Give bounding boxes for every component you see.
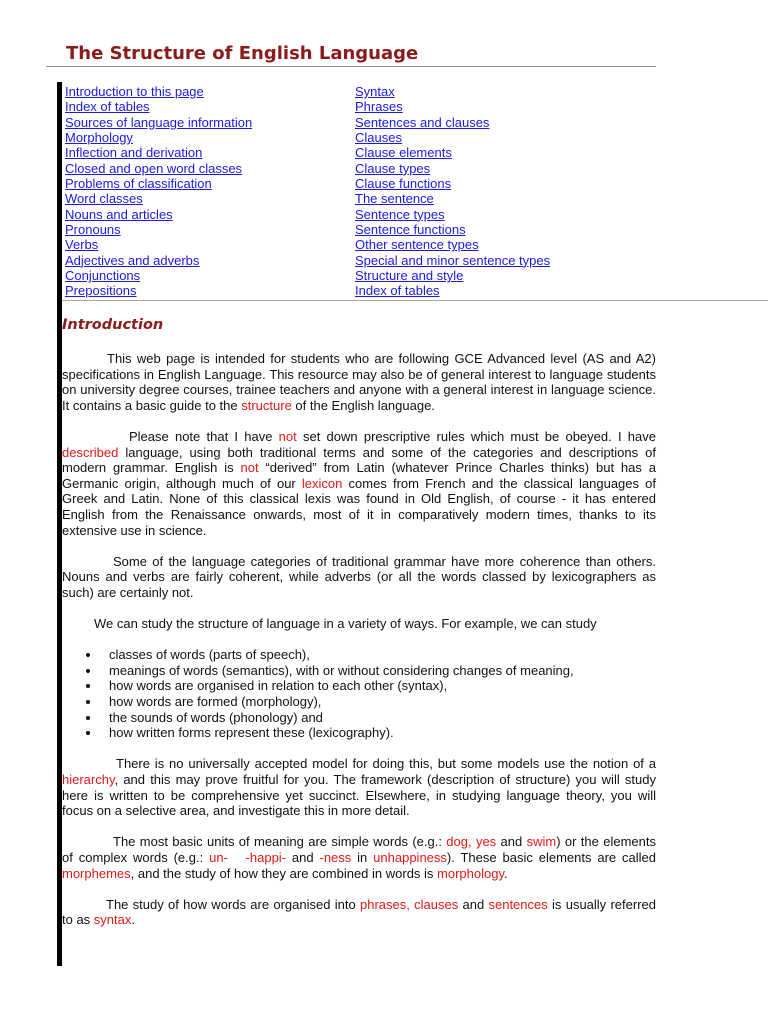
- toc-link-adjectives-and-adverbs[interactable]: Adjectives and adverbs: [65, 252, 200, 268]
- toc-link-other-sentence-types[interactable]: Other sentence types: [355, 237, 479, 253]
- paragraph-6: [62, 834, 656, 881]
- toc-link-structure-and-style[interactable]: Structure and style: [355, 268, 464, 284]
- bullet-icon: [86, 653, 90, 657]
- paragraph-2: [62, 429, 656, 538]
- keyword-morphology: morphology: [437, 865, 504, 881]
- toc-link-the-sentence[interactable]: The sentence: [355, 191, 434, 207]
- toc-divider: [62, 300, 768, 301]
- list-item: [62, 710, 656, 726]
- toc-link-clause-elements[interactable]: Clause elements: [355, 145, 452, 161]
- text: and: [286, 850, 320, 865]
- text: in: [351, 850, 374, 865]
- text: Please note that I have: [129, 428, 279, 444]
- text: comes from French and the classical languages of Greek and Latin. None of this classical lexis was found in Old English, of course - it has entered English from the Renaissance onwards, most of it in comparatively modern times, thanks to its extensive use in science.: [62, 475, 657, 538]
- text: and: [458, 896, 489, 912]
- toc-link-sentences-and-clauses[interactable]: Sentences and clauses: [355, 114, 490, 130]
- section-heading-introduction: Introduction: [62, 317, 164, 333]
- toc-link-clauses[interactable]: Clauses: [355, 130, 402, 146]
- toc-link-index-of-tables[interactable]: Index of tables: [355, 283, 440, 299]
- text: language, using both traditional terms and some of the categories and descriptions of modern grammar. English is: [62, 444, 656, 476]
- keyword-swim: swim: [526, 834, 557, 850]
- paragraph-7: [62, 897, 656, 928]
- list-item: [62, 663, 656, 679]
- keyword-lexicon: lexicon: [301, 475, 343, 491]
- list-item-text: classes of words (parts of speech),: [109, 647, 310, 663]
- list-item: [62, 725, 656, 741]
- toc-link-conjunctions[interactable]: Conjunctions: [65, 268, 141, 284]
- text: set down prescriptive rules which must be obeyed. I have: [296, 428, 656, 444]
- text: and: [496, 834, 527, 850]
- keyword-hierarchy: hierarchy: [62, 772, 115, 788]
- text: .: [131, 912, 135, 928]
- bullet-icon: [86, 731, 90, 735]
- bullet-icon: [86, 669, 90, 673]
- text: ) or the elements of complex words (e.g.:: [62, 834, 656, 865]
- keyword-structure: structure: [241, 397, 292, 413]
- toc-link-syntax[interactable]: Syntax: [355, 84, 395, 99]
- keyword-morphemes: morphemes: [62, 865, 131, 881]
- keyword-not: not: [278, 428, 297, 444]
- introduction-body: [62, 351, 656, 928]
- toc-link-prepositions[interactable]: Prepositions: [65, 283, 137, 299]
- paragraph-1: [62, 351, 656, 413]
- bullet-icon: [86, 700, 90, 704]
- list-item: [62, 647, 656, 663]
- text: The study of how words are organised into: [106, 896, 360, 912]
- bullet-icon: [86, 684, 90, 688]
- study-areas-list: [62, 647, 656, 741]
- title-divider: [46, 66, 656, 67]
- toc-right-column: [355, 84, 550, 299]
- text: is usually referred to as: [62, 896, 656, 928]
- text: “derived” from Latin (whatever Prince Charles thinks) but has a Germanic origin, although much of our: [62, 460, 656, 491]
- keyword-syntax: syntax: [93, 912, 132, 928]
- toc-link-clause-types[interactable]: Clause types: [355, 160, 431, 176]
- text: , and this may prove fruitful for you. The framework (description of structure) you will study here is written to be comprehensive yet succinct. Elsewhere, in studying language theory, you will focus on a selective area, and investigate this in more detail.: [62, 772, 656, 819]
- text: We can study the structure of language in a variety of ways. For example, we can study: [94, 616, 597, 632]
- paragraph-5: [62, 756, 656, 818]
- list-item-text: the sounds of words (phonology) and: [109, 709, 323, 725]
- toc-link-special-and-minor-sentence-types[interactable]: Special and minor sentence types: [355, 252, 551, 268]
- text: Some of the language categories of traditional grammar have more coherence than others. Nouns and verbs are fairly coherent, while adverbs (or all the words classed by lexicographers as such) are certainly not.: [62, 553, 656, 600]
- text: The most basic units of meaning are simple words (e.g.:: [113, 834, 447, 850]
- toc-link-sentence-types[interactable]: Sentence types: [355, 206, 445, 222]
- keyword-examples: dog, yes: [446, 834, 497, 850]
- text: This web page is intended for students who are following GCE Advanced level (AS and A2) specifications in English Language. This resource may also be of general interest to language students on university degree courses, trainee teachers and anyone with a general interest in language science. It contains a basic guide to the: [62, 351, 656, 413]
- keyword-ness: -ness: [319, 850, 352, 865]
- list-item: [62, 678, 656, 694]
- text: ). These basic elements are called: [446, 850, 657, 865]
- toc-link-index-of-tables[interactable]: Index of tables: [65, 99, 150, 115]
- toc-link-nouns-and-articles[interactable]: Nouns and articles: [65, 206, 173, 222]
- list-item: [62, 694, 656, 710]
- toc-link-sentence-functions[interactable]: Sentence functions: [355, 222, 466, 238]
- list-item-text: meanings of words (semantics), with or without considering changes of meaning,: [109, 662, 574, 678]
- toc-link-morphology[interactable]: Morphology: [65, 130, 133, 146]
- keyword-happi: -happi-: [245, 850, 287, 865]
- bullet-icon: [86, 716, 90, 720]
- page-title: The Structure of English Language: [66, 43, 419, 64]
- toc-link-problems-of-classification[interactable]: Problems of classification: [65, 176, 212, 192]
- toc-link-inflection-and-derivation[interactable]: Inflection and derivation: [65, 145, 203, 161]
- toc-link-verbs[interactable]: Verbs: [65, 237, 99, 253]
- toc-link-word-classes[interactable]: Word classes: [65, 191, 143, 207]
- text: .: [504, 865, 508, 881]
- toc-link-sources-of-language-information[interactable]: Sources of language information: [65, 114, 253, 130]
- keyword-not: not: [240, 460, 259, 476]
- list-item-text: how words are formed (morphology),: [109, 694, 322, 710]
- toc-link-clause-functions[interactable]: Clause functions: [355, 176, 452, 192]
- toc-link-pronouns[interactable]: Pronouns: [65, 222, 121, 238]
- list-item-text: how written forms represent these (lexicography).: [109, 725, 394, 741]
- toc-left-column: [65, 84, 252, 299]
- toc-link-closed-and-open-word-classes[interactable]: Closed and open word classes: [65, 160, 243, 176]
- toc-link-introduction-to-this-page[interactable]: Introduction to this page: [65, 84, 204, 99]
- text: There is no universally accepted model for doing this, but some models use the notion of a: [116, 756, 656, 772]
- text: , and the study of how they are combined in words is: [130, 865, 438, 881]
- keyword-unhappiness: unhappiness: [373, 850, 447, 865]
- keyword-phrases-clauses: phrases, clauses: [359, 896, 459, 912]
- text: of the English language.: [291, 397, 435, 413]
- keyword-un: un-: [209, 850, 228, 865]
- keyword-sentences: sentences: [488, 896, 548, 912]
- toc-link-phrases[interactable]: Phrases: [355, 99, 403, 115]
- keyword-described: described: [62, 444, 119, 460]
- list-item-text: how words are organised in relation to each other (syntax),: [109, 678, 448, 694]
- paragraph-4: [62, 616, 656, 632]
- paragraph-3: [62, 554, 656, 601]
